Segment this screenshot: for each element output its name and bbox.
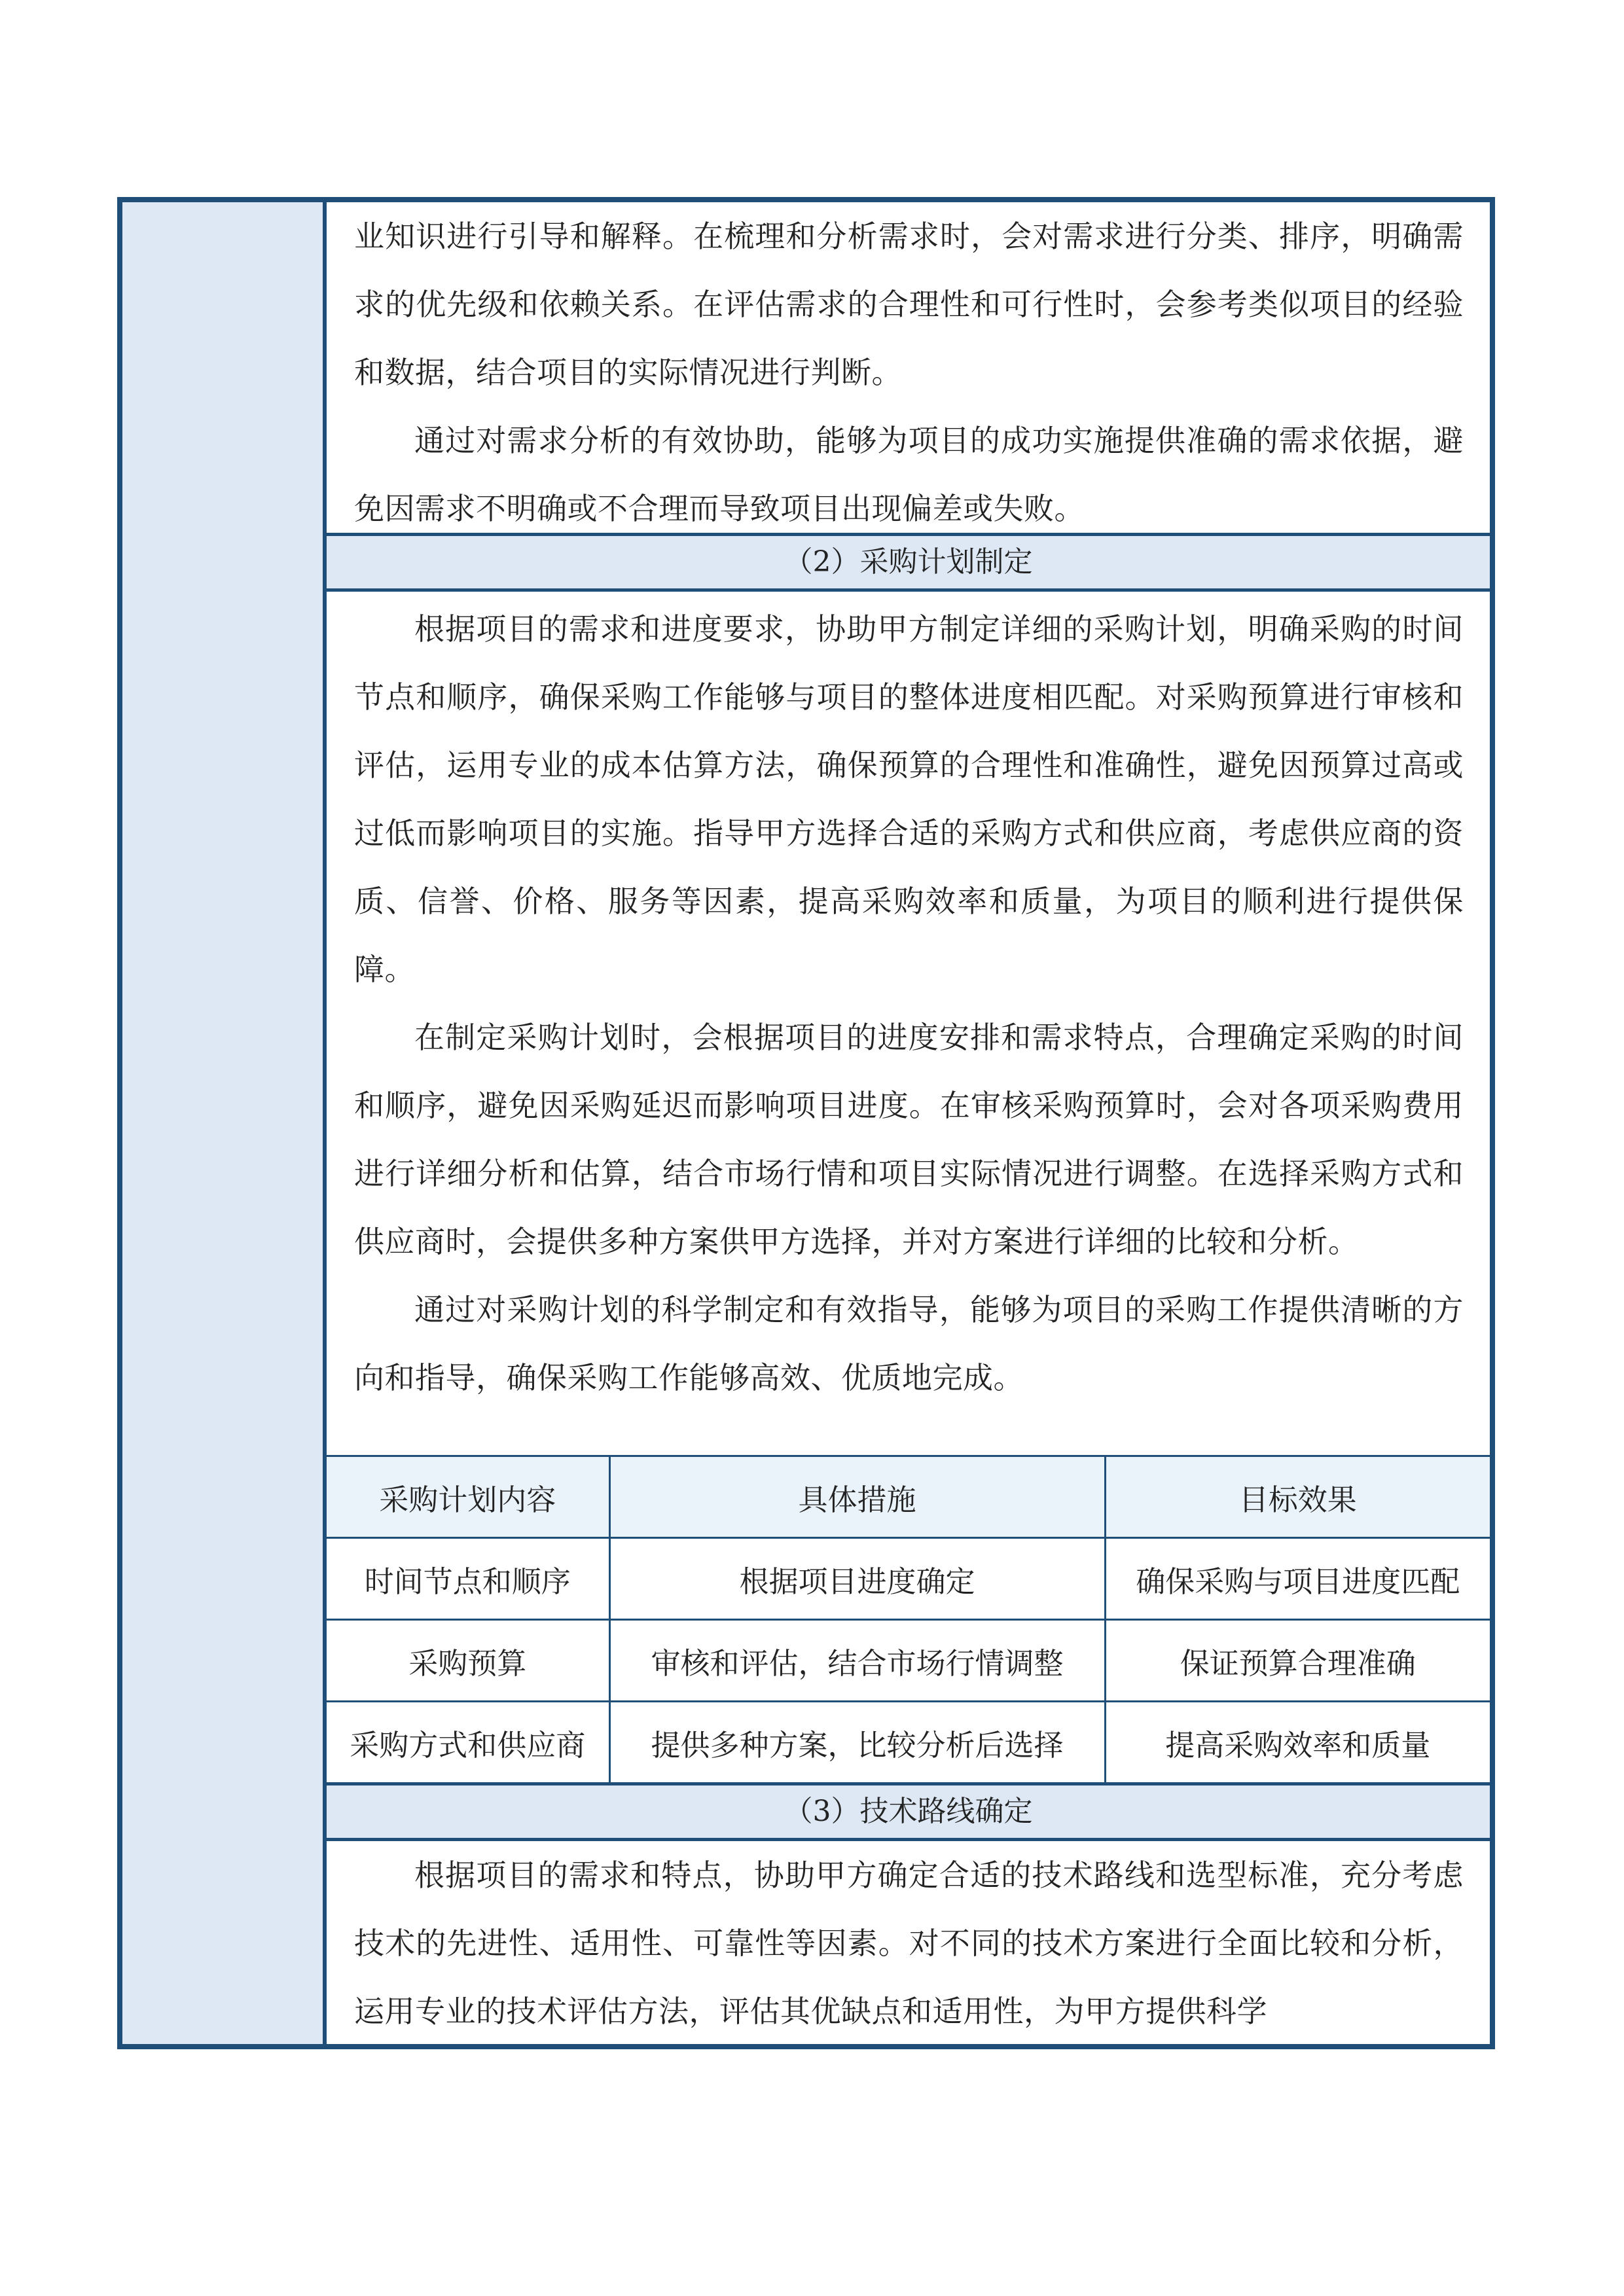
table-cell: 审核和评估，结合市场行情调整: [609, 1620, 1105, 1702]
requirements-analysis-block: [327, 202, 1490, 543]
paragraph: 根据项目的需求和特点，协助甲方确定合适的技术路线和选型标准，充分考虑技术的先进性、适用性、可靠性等因素。对不同的技术方案进行全面比较和分析，运用专业的技术评估方法，评估其优缺点和适用性，为甲方提供科学: [354, 1857, 1464, 2029]
table-row: [327, 1538, 1490, 1620]
table-row: [327, 1620, 1490, 1702]
procurement-plan-table: [327, 1455, 1490, 1784]
section-header-procurement-plan: （2）采购计划制定: [327, 533, 1490, 592]
table-cell: 采购预算: [327, 1620, 609, 1702]
table-cell: 保证预算合理准确: [1105, 1620, 1490, 1702]
table-cell: 时间节点和顺序: [327, 1538, 609, 1620]
content-column: [327, 202, 1490, 2044]
table-header-cell: 采购计划内容: [327, 1456, 609, 1538]
paragraph: 通过对需求分析的有效协助，能够为项目的成功实施提供准确的需求依据，避免因需求不明确或不合理而导致项目出现偏差或失败。: [354, 423, 1464, 526]
table-cell: 提高采购效率和质量: [1105, 1702, 1490, 1784]
paragraph: 在制定采购计划时，会根据项目的进度安排和需求特点，合理确定采购的时间和顺序，避免因采购延迟而影响项目进度。在审核采购预算时，会对各项采购费用进行详细分析和估算，结合市场行情和项目实际情况进行调整。在选择采购方式和供应商时，会提供多种方案供甲方选择，并对方案进行详细的比较和分析。: [354, 1020, 1464, 1259]
table-cell: 根据项目进度确定: [609, 1538, 1105, 1620]
technical-route-block: [327, 1841, 1490, 2045]
table-header-row: [327, 1456, 1490, 1538]
table-header-cell: 具体措施: [609, 1456, 1105, 1538]
table-row: [327, 1702, 1490, 1784]
paragraph: 业知识进行引导和解释。在梳理和分析需求时，会对需求进行分类、排序，明确需求的优先级和依赖关系。在评估需求的合理性和可行性时，会参考类似项目的经验和数据，结合项目的实际情况进行判断。: [354, 219, 1464, 390]
table-cell: 确保采购与项目进度匹配: [1105, 1538, 1490, 1620]
left-label-column: [122, 202, 327, 2044]
document-frame: [117, 197, 1495, 2049]
paragraph: 根据项目的需求和进度要求，协助甲方制定详细的采购计划，明确采购的时间节点和顺序，确保采购工作能够与项目的整体进度相匹配。对采购预算进行审核和评估，运用专业的成本估算方法，确保预算的合理性和准确性，避免因预算过高或过低而影响项目的实施。指导甲方选择合适的采购方式和供应商，考虑供应商的资质、信誉、价格、服务等因素，提高采购效率和质量，为项目的顺利进行提供保障。: [354, 611, 1464, 987]
table-cell: 采购方式和供应商: [327, 1702, 609, 1784]
section-header-technical-route: （3）技术路线确定: [327, 1782, 1490, 1841]
table-header-cell: 目标效果: [1105, 1456, 1490, 1538]
table-cell: 提供多种方案，比较分析后选择: [609, 1702, 1105, 1784]
procurement-plan-block: [327, 595, 1490, 1412]
paragraph: 通过对采购计划的科学制定和有效指导，能够为项目的采购工作提供清晰的方向和指导，确保采购工作能够高效、优质地完成。: [354, 1292, 1464, 1395]
